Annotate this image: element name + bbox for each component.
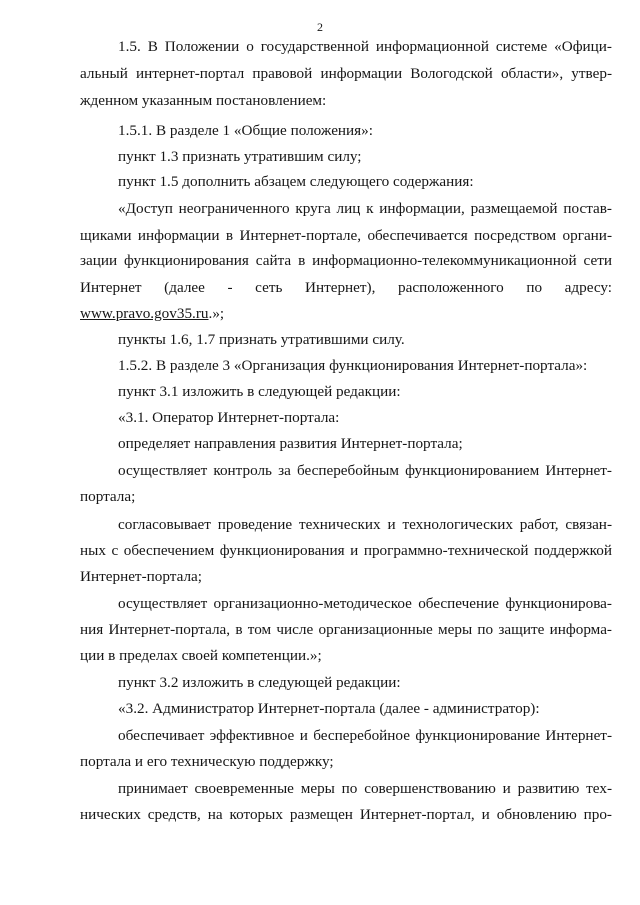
- quote-line: ных с обеспечением функционирования и программно-технической поддержкой: [80, 542, 612, 559]
- portal-url-link[interactable]: www.pravo.gov35.ru: [80, 305, 209, 322]
- quote-line: принимает своевременные меры по совершенствованию и развитию тех-: [118, 780, 612, 797]
- section-heading: 1.5.2. В разделе 3 «Организация функционирования Интернет-портала»:: [118, 357, 588, 374]
- quote-line: ния Интернет-портала, в том числе организационные меры по защите информа-: [80, 621, 612, 638]
- quote-line: Интернет (далее - сеть Интернет), расположенного по адресу:: [80, 279, 612, 296]
- paragraph-line: 1.5. В Положении о государственной информационной системе «Офици-: [118, 38, 612, 55]
- quote-line: щиками информации в Интернет-портале, обеспечивается посредством органи-: [80, 227, 612, 244]
- quote-line: осуществляет организационно-методическое обеспечение функционирова-: [118, 595, 612, 612]
- quote-line: обеспечивает эффективное и бесперебойное функционирование Интернет-: [118, 727, 612, 744]
- quote-line: нических средств, на которых размещен Интернет-портал, и обновлению про-: [80, 806, 612, 823]
- paragraph-line: жденном указанным постановлением:: [80, 92, 327, 109]
- paragraph-line: альный интернет-портал правовой информации Вологодской области», утвер-: [80, 65, 612, 82]
- quote-line: «3.2. Администратор Интернет-портала (далее - администратор):: [118, 700, 540, 717]
- page-number: 2: [317, 20, 323, 34]
- paragraph-line: пункты 1.6, 1.7 признать утратившими силу.: [118, 331, 405, 348]
- quote-line: определяет направления развития Интернет-портала;: [118, 435, 463, 452]
- quote-line: Интернет-портала;: [80, 568, 202, 585]
- paragraph-line: пункт 1.5 дополнить абзацем следующего содержания:: [118, 173, 474, 190]
- quote-line: [80, 304, 224, 324]
- quote-line: «Доступ неограниченного круга лиц к информации, размещаемой постав-: [118, 200, 612, 217]
- quote-line: согласовывает проведение технических и технологических работ, связан-: [118, 516, 612, 533]
- quote-line: ции в пределах своей компетенции.»;: [80, 647, 322, 664]
- section-heading: 1.5.1. В разделе 1 «Общие положения»:: [118, 122, 373, 139]
- paragraph-line: пункт 3.1 изложить в следующей редакции:: [118, 383, 401, 400]
- quote-line: зации функционирования сайта в информационно-телекоммуникационной сети: [80, 252, 612, 269]
- quote-line: осуществляет контроль за бесперебойным функционированием Интернет-: [118, 462, 612, 479]
- paragraph-line: пункт 1.3 признать утратившим силу;: [118, 148, 362, 165]
- quote-end: .»;: [208, 305, 225, 322]
- quote-line: портала;: [80, 488, 136, 505]
- paragraph-line: пункт 3.2 изложить в следующей редакции:: [118, 674, 401, 691]
- quote-line: портала и его техническую поддержку;: [80, 753, 334, 770]
- quote-line: «3.1. Оператор Интернет-портала:: [118, 409, 340, 426]
